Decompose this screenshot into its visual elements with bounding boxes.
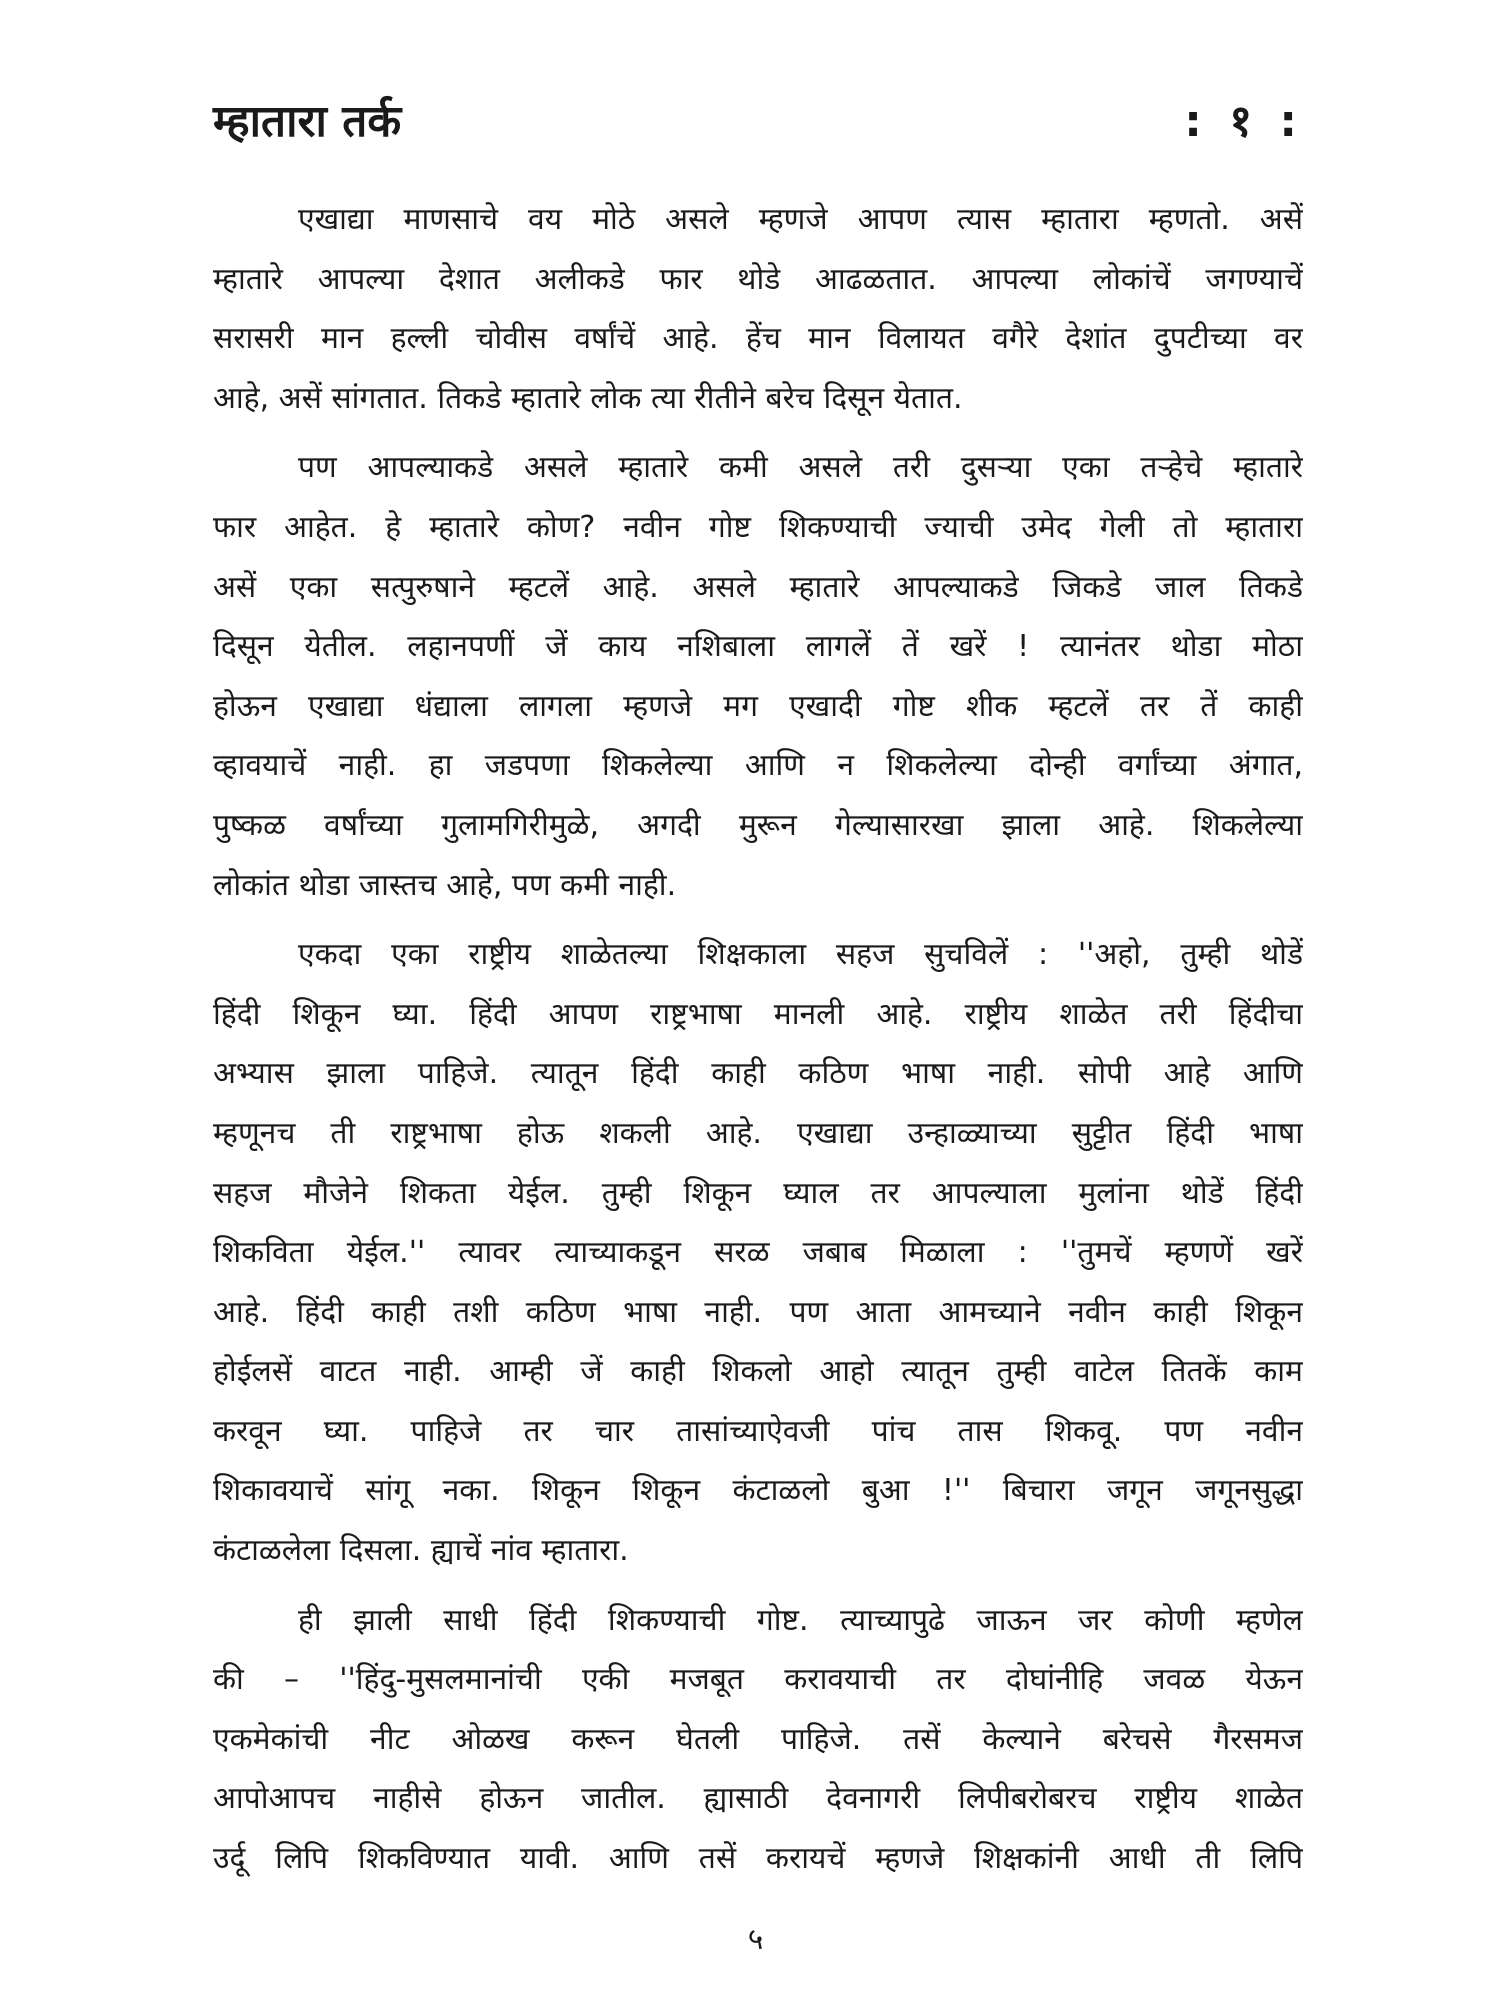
text-line: अभ्यास झाला पाहिजे. त्यातून हिंदी काही कठिण भाषा नाही. सोपी आहे आणि [213, 1056, 1303, 1092]
text-line: आहे. हिंदी काही तशी कठिण भाषा नाही. पण आता आमच्याने नवीन काही शिकून [213, 1294, 1303, 1330]
chapter-title: म्हातारा तर्क [213, 96, 402, 147]
text-line: शिकविता येईल.'' त्यावर त्याच्याकडून सरळ जबाब मिळाला : ''तुमचें म्हणणें खरें [213, 1235, 1303, 1271]
chapter-number: : १ : [1184, 96, 1303, 147]
text-line: एकमेकांची नीट ओळख करून घेतली पाहिजे. तसें केल्याने बरेचसे गैरसमज [213, 1721, 1303, 1757]
paragraph [213, 190, 1303, 428]
text-line: होऊन एखाद्या धंद्याला लागला म्हणजे मग एखादी गोष्ट शीक म्हटलें तर तें काही [213, 688, 1303, 724]
page-number: ५ [747, 1922, 764, 1957]
text-line: की – ''हिंदु-मुसलमानांची एकी मजबूत करावयाची तर दोघांनीहि जवळ येऊन [213, 1662, 1303, 1698]
text-line: लोकांत थोडा जास्तच आहे, पण कमी नाही. [213, 867, 677, 903]
text-line: करवून घ्या. पाहिजे तर चार तासांच्याऐवजी पांच तास शिकवू. पण नवीन [213, 1413, 1303, 1449]
text-line: कंटाळलेला दिसला. ह्याचें नांव म्हातारा. [213, 1533, 629, 1569]
text-line: आपोआपच नाहीसे होऊन जातील. ह्यासाठी देवनागरी लिपीबरोबरच राष्ट्रीय शाळेत [213, 1781, 1303, 1817]
text-line: म्हातारे आपल्या देशात अलीकडे फार थोडे आढळतात. आपल्या लोकांचें जगण्याचें [213, 261, 1303, 297]
text-line: असें एका सत्पुरुषाने म्हटलें आहे. असले म्हातारे आपल्याकडे जिकडे जाल तिकडे [213, 569, 1303, 605]
text-line: ही झाली साधी हिंदी शिकण्याची गोष्ट. त्याच्यापुढे जाऊन जर कोणी म्हणेल [298, 1602, 1303, 1638]
chapter-header [213, 92, 1303, 162]
text-line: सरासरी मान हल्ली चोवीस वर्षांचें आहे. हेंच मान विलायत वगैरे देशांत दुपटीच्या वर [213, 321, 1303, 357]
paragraph [213, 1591, 1303, 1889]
text-line: एकदा एका राष्ट्रीय शाळेतल्या शिक्षकाला सहज सुचविलें : ''अहो, तुम्ही थोडें [298, 937, 1303, 973]
paragraph [213, 438, 1303, 915]
text-line: हिंदी शिकून घ्या. हिंदी आपण राष्ट्रभाषा मानली आहे. राष्ट्रीय शाळेत तरी हिंदीचा [213, 996, 1303, 1032]
text-line: उर्दू लिपि शिकविण्यात यावी. आणि तसें करायचें म्हणजे शिक्षकांनी आधी ती लिपि [213, 1841, 1303, 1877]
text-line: म्हणूनच ती राष्ट्रभाषा होऊ शकली आहे. एखाद्या उन्हाळ्याच्या सुट्टीत हिंदी भाषा [213, 1115, 1303, 1151]
text-line: शिकावयाचें सांगू नका. शिकून शिकून कंटाळलो बुआ !'' बिचारा जगून जगूनसुद्धा [213, 1473, 1303, 1509]
text-line: आहे, असें सांगतात. तिकडे म्हातारे लोक त्या रीतीने बरेच दिसून येतात. [213, 380, 963, 416]
paragraph [213, 925, 1303, 1581]
text-line: होईलसें वाटत नाही. आम्ही जें काही शिकलो आहो त्यातून तुम्ही वाटेल तितकें काम [213, 1354, 1303, 1390]
text-line: पण आपल्याकडे असले म्हातारे कमी असले तरी दुसऱ्या एका तऱ्हेचे म्हातारे [298, 450, 1303, 486]
text-line: पुष्कळ वर्षांच्या गुलामगिरीमुळे, अगदी मुरून गेल्यासारखा झाला आहे. शिकलेल्या [213, 807, 1303, 843]
text-line: व्हावयाचें नाही. हा जडपणा शिकलेल्या आणि न शिकलेल्या दोन्ही वर्गांच्या अंगात, [213, 748, 1303, 784]
text-line: फार आहेत. हे म्हातारे कोण? नवीन गोष्ट शिकण्याची ज्याची उमेद गेली तो म्हातारा [213, 509, 1303, 545]
body-text [213, 190, 1303, 1899]
text-line: सहज मौजेने शिकता येईल. तुम्ही शिकून घ्याल तर आपल्याला मुलांना थोडें हिंदी [213, 1175, 1303, 1211]
text-line: एखाद्या माणसाचे वय मोठे असले म्हणजे आपण त्यास म्हातारा म्हणतो. असें [298, 202, 1303, 237]
text-line: दिसून येतील. लहानपणीं जें काय नशिबाला लागलें तें खरें ! त्यानंतर थोडा मोठा [213, 629, 1303, 665]
